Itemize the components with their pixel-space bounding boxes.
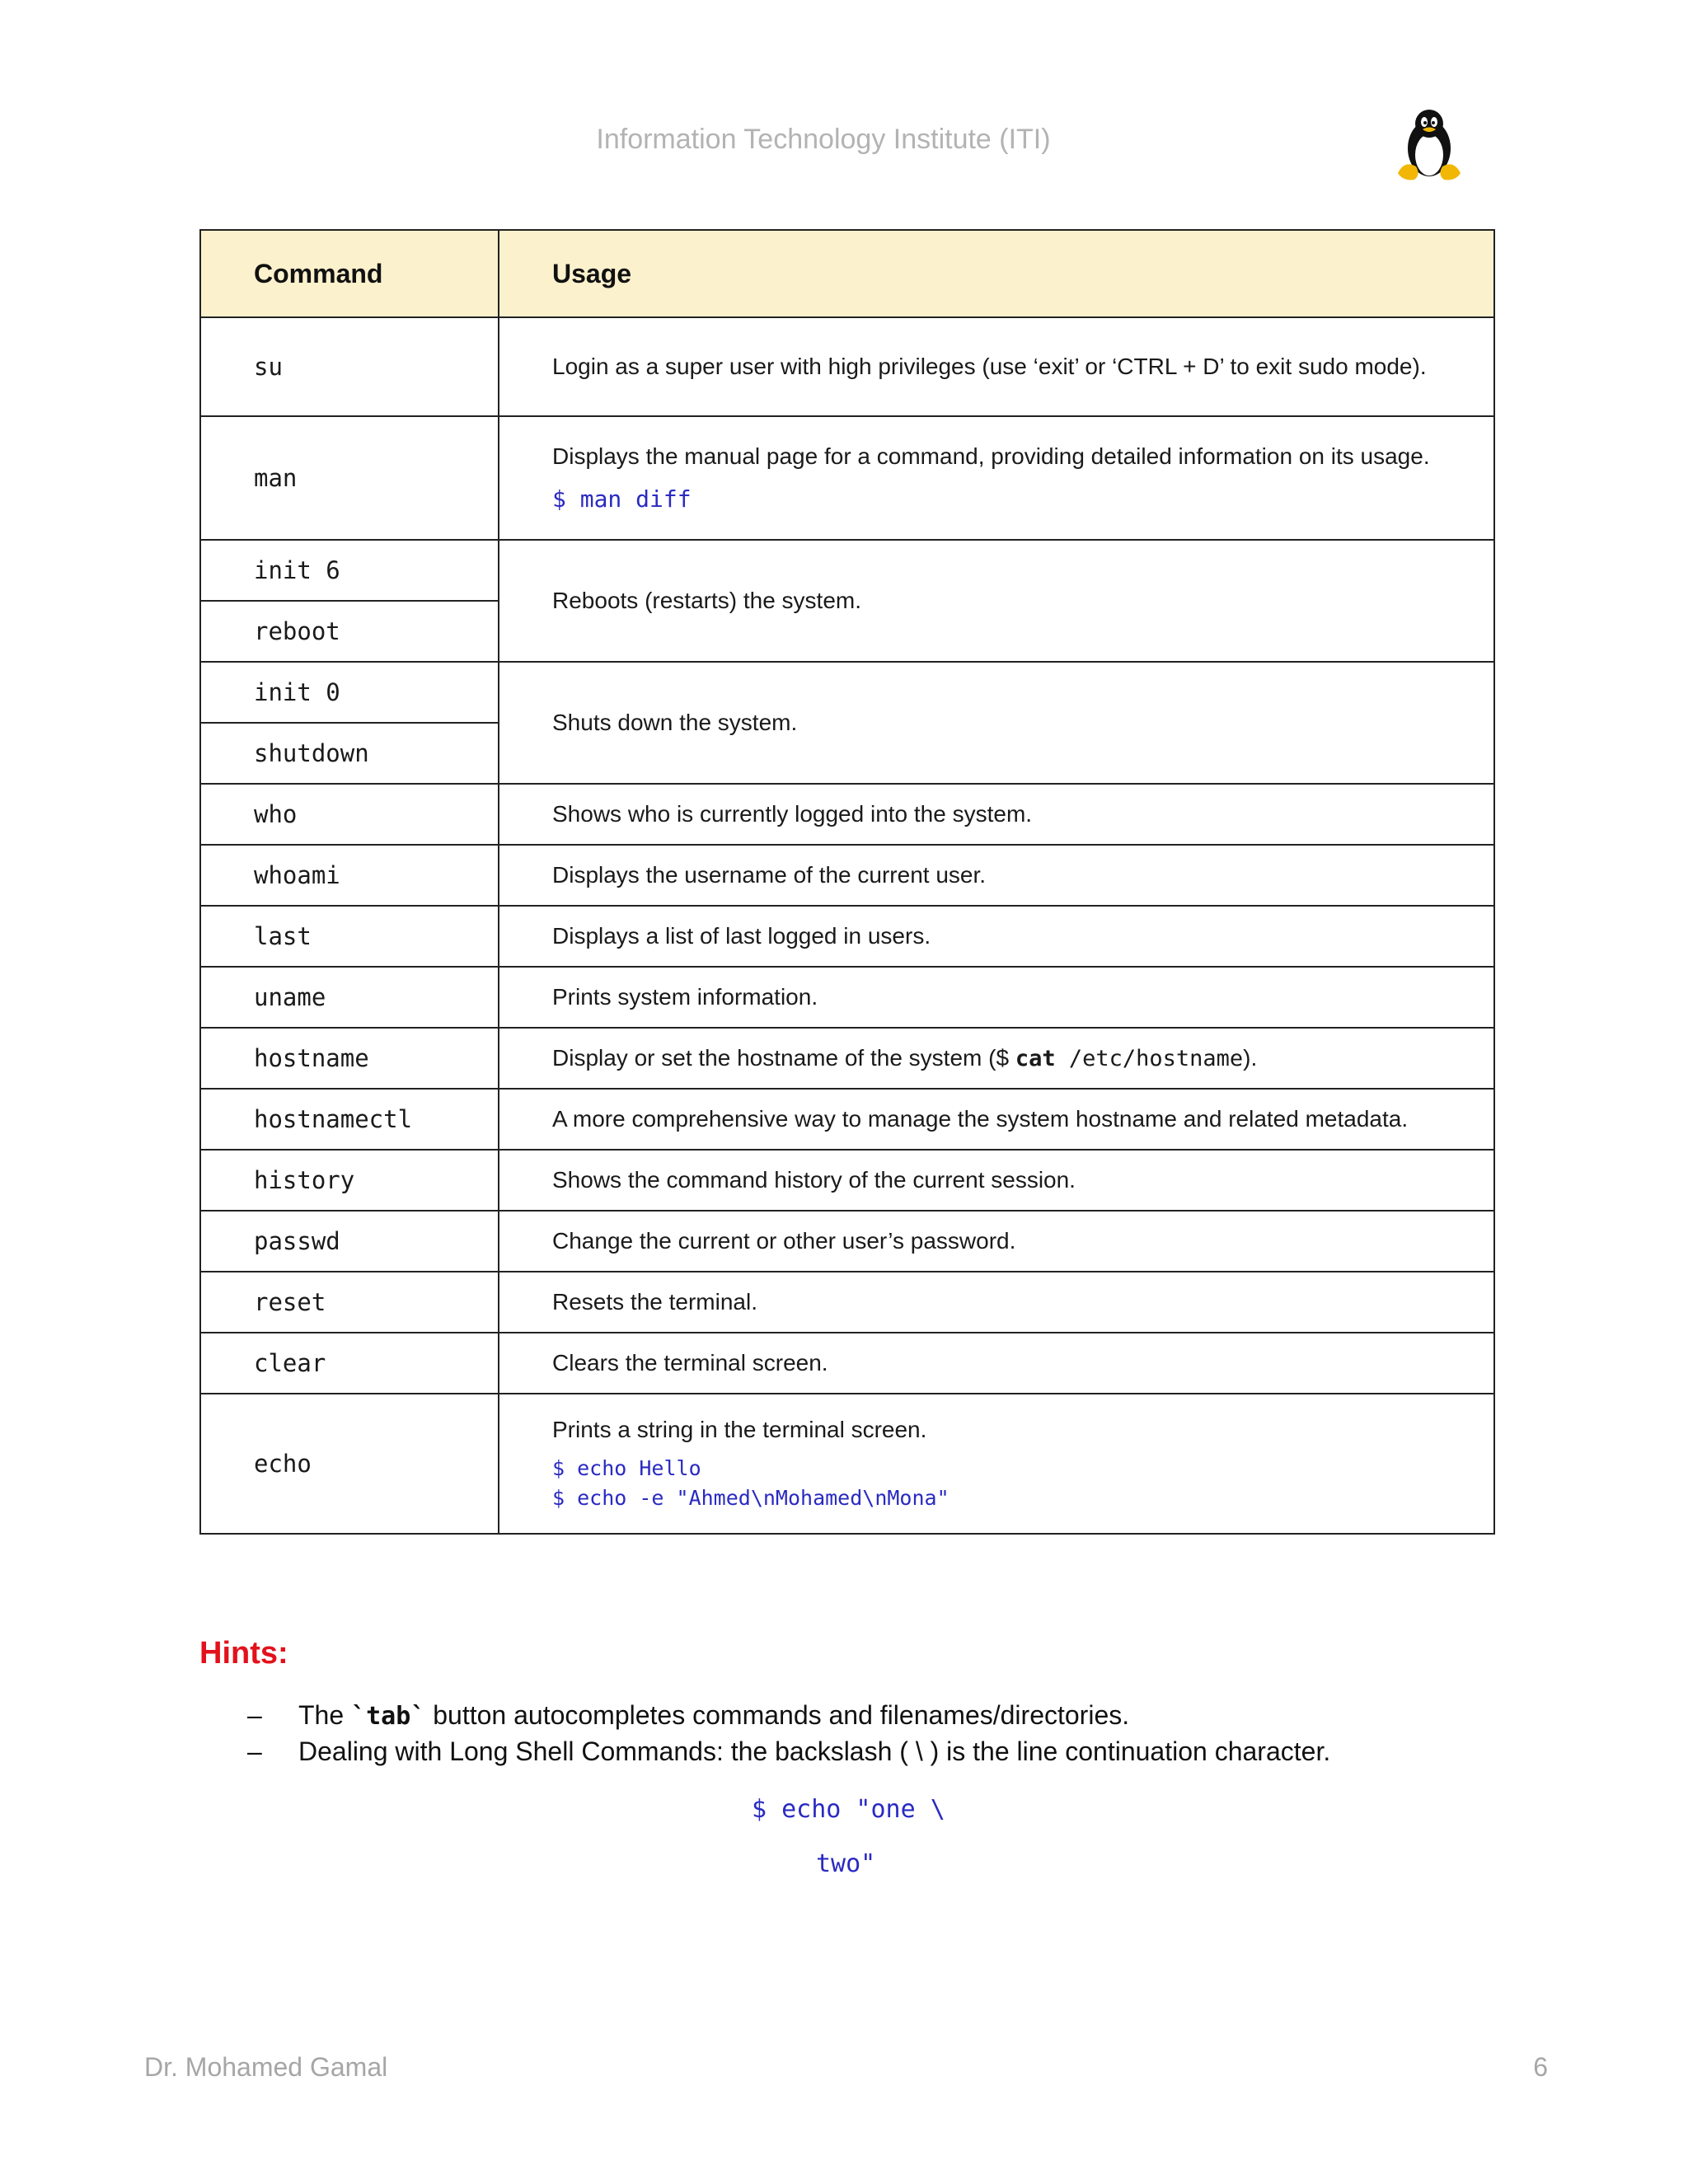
usage-cell <box>499 1028 1494 1089</box>
table-row <box>200 540 1494 601</box>
usage-cell: Displays a list of last logged in users. <box>499 906 1494 967</box>
command-cell: clear <box>200 1333 499 1394</box>
table-row <box>200 317 1494 416</box>
usage-cell: Shows the command history of the current session. <box>499 1150 1494 1211</box>
command-cell: init 6 <box>200 540 499 601</box>
hint-item <box>247 1700 1129 1731</box>
usage-cell: Prints system information. <box>499 967 1494 1028</box>
usage-cell: Reboots (restarts) the system. <box>499 540 1494 662</box>
command-cell: history <box>200 1150 499 1211</box>
usage-cell: Clears the terminal screen. <box>499 1333 1494 1394</box>
hint-code-line: two" <box>816 1849 876 1878</box>
command-cell: passwd <box>200 1211 499 1272</box>
usage-cell <box>499 1394 1494 1534</box>
usage-text-end: ). <box>1243 1044 1258 1071</box>
usage-cell: Resets the terminal. <box>499 1272 1494 1333</box>
inline-code-bold: cat <box>1015 1045 1056 1071</box>
hint-text: The <box>298 1700 352 1730</box>
command-cell: uname <box>200 967 499 1028</box>
usage-cell: Shows who is currently logged into the system. <box>499 784 1494 845</box>
command-cell: init 0 <box>200 662 499 723</box>
table-row <box>200 1211 1494 1272</box>
table-row <box>200 662 1494 723</box>
hint-text: Dealing with Long Shell Commands: the backslash ( \ ) is the line continuation character. <box>298 1736 1331 1766</box>
table-row <box>200 1272 1494 1333</box>
usage-examples <box>552 1454 1477 1514</box>
hint-item <box>247 1736 1330 1767</box>
usage-cell: Login as a super user with high privileges (use ‘exit’ or ‘CTRL + D’ to exit sudo mode). <box>499 317 1494 416</box>
usage-cell <box>499 416 1494 540</box>
column-header-command: Command <box>200 230 499 317</box>
commands-table <box>199 229 1495 1535</box>
usage-cell: Displays the username of the current user. <box>499 845 1494 906</box>
command-cell: shutdown <box>200 723 499 784</box>
command-cell: hostnamectl <box>200 1089 499 1150</box>
usage-cell: Change the current or other user’s password. <box>499 1211 1494 1272</box>
table-row <box>200 845 1494 906</box>
page-header-title: Information Technology Institute (ITI) <box>596 124 1051 155</box>
command-cell: last <box>200 906 499 967</box>
table-header-row <box>200 230 1494 317</box>
command-cell: su <box>200 317 499 416</box>
table-row <box>200 1333 1494 1394</box>
inline-code <box>1015 1046 1243 1071</box>
table-row <box>200 1028 1494 1089</box>
command-cell: man <box>200 416 499 540</box>
tux-penguin-icon <box>1393 105 1465 181</box>
table-row <box>200 416 1494 540</box>
column-header-usage: Usage <box>499 230 1494 317</box>
usage-cell: Shuts down the system. <box>499 662 1494 784</box>
table-row <box>200 906 1494 967</box>
hint-dash: – <box>247 1700 262 1730</box>
hint-code-line: $ echo "one \ <box>752 1795 945 1824</box>
command-cell: whoami <box>200 845 499 906</box>
hints-title: Hints: <box>199 1636 288 1671</box>
table-row <box>200 1089 1494 1150</box>
usage-example: $ man diff <box>552 485 692 513</box>
command-cell: reboot <box>200 601 499 662</box>
hint-dash: – <box>247 1736 262 1766</box>
inline-code-path: /etc/hostname <box>1055 1045 1244 1071</box>
usage-cell: A more comprehensive way to manage the system hostname and related metadata. <box>499 1089 1494 1150</box>
usage-text: Prints a string in the terminal screen. <box>552 1416 927 1442</box>
usage-example: $ echo -e "Ahmed\nMohamed\nMona" <box>552 1485 950 1510</box>
hint-bold-key: `tab` <box>351 1702 426 1731</box>
table-row <box>200 1150 1494 1211</box>
table-row <box>200 967 1494 1028</box>
command-cell: reset <box>200 1272 499 1333</box>
command-cell: echo <box>200 1394 499 1534</box>
command-cell: who <box>200 784 499 845</box>
command-cell: hostname <box>200 1028 499 1089</box>
usage-text: Displays the manual page for a command, providing detailed information on its usage. <box>552 443 1430 470</box>
table-row <box>200 784 1494 845</box>
table-row <box>200 1394 1494 1534</box>
page-number: 6 <box>1533 2052 1548 2082</box>
usage-example: $ echo Hello <box>552 1455 701 1480</box>
hint-text-end: button autocompletes commands and filenames/directories. <box>425 1700 1130 1730</box>
usage-text: Display or set the hostname of the system ($ <box>552 1044 1015 1071</box>
footer-author: Dr. Mohamed Gamal <box>144 2052 388 2082</box>
